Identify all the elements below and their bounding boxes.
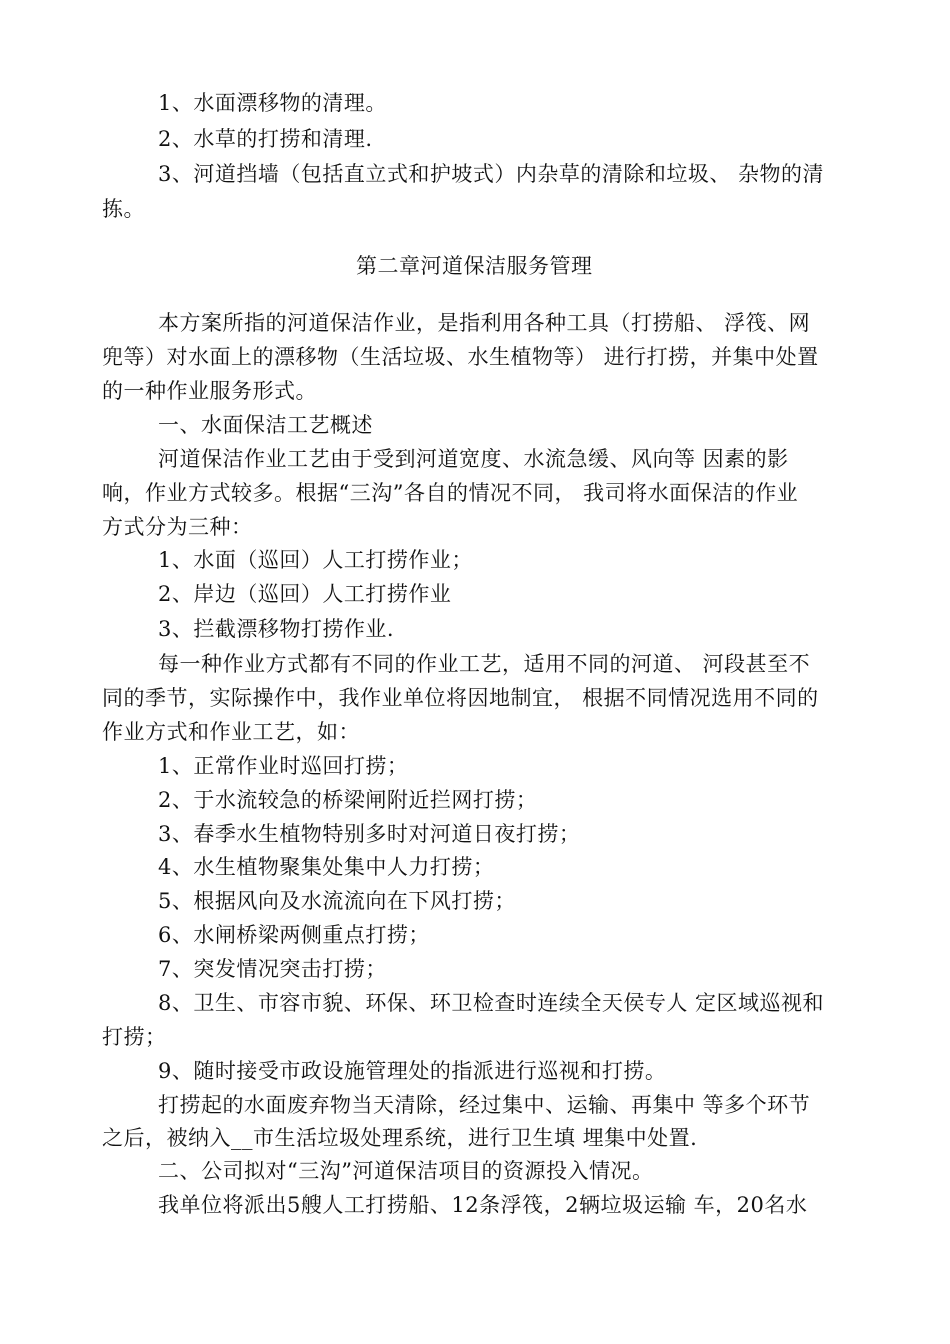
list-item: 3、河道挡墙（包括直立式和护坡式）内杂草的清除和垃圾、 杂物的清 xyxy=(158,162,825,186)
paragraph-line: 方式分为三种： xyxy=(102,515,253,539)
section-heading: 一、水面保洁工艺概述 xyxy=(158,413,373,437)
paragraph-line: 我单位将派出5艘人工打捞船、12条浮筏，2辆垃圾运输 车，20名水 xyxy=(158,1193,808,1217)
list-item: 5、根据风向及水流流向在下风打捞； xyxy=(158,889,516,913)
list-item: 3、春季水生植物特别多时对河道日夜打捞； xyxy=(158,822,581,846)
list-item: 1、水面漂移物的清理。 xyxy=(158,91,387,115)
paragraph-line: 河道保洁作业工艺由于受到河道宽度、水流急缓、风向等 因素的影 xyxy=(158,447,789,471)
list-item: 9、随时接受市政设施管理处的指派进行巡视和打捞。 xyxy=(158,1059,667,1083)
paragraph-line: 之后，被纳入__市生活垃圾处理系统，进行卫生填 埋集中处置. xyxy=(102,1126,698,1150)
paragraph-line: 本方案所指的河道保洁作业，是指利用各种工具（打捞船、 浮筏、网 xyxy=(158,311,811,335)
paragraph-line: 作业方式和作业工艺，如： xyxy=(102,720,360,744)
paragraph-line: 打捞起的水面废弃物当天清除，经过集中、运输、再集中 等多个环节 xyxy=(158,1093,811,1117)
section-heading: 二、公司拟对“三沟”河道保洁项目的资源投入情况。 xyxy=(158,1159,654,1183)
paragraph-line: 兜等）对水面上的漂移物（生活垃圾、水生植物等） 进行打捞，并集中处置 xyxy=(102,345,819,369)
list-item: 6、水闸桥梁两侧重点打捞； xyxy=(158,923,430,947)
list-item: 8、卫生、市容市貌、环保、环卫检查时连续全天侯专人 定区域巡视和 xyxy=(158,991,825,1015)
paragraph-line: 每一种作业方式都有不同的作业工艺，适用不同的河道、 河段甚至不 xyxy=(158,652,811,676)
list-item-continuation: 打捞； xyxy=(102,1025,167,1049)
list-item: 1、正常作业时巡回打捞； xyxy=(158,754,409,778)
list-item: 1、水面（巡回）人工打捞作业； xyxy=(158,548,473,572)
chapter-title: 第二章河道保洁服务管理 xyxy=(356,254,593,278)
list-item-continuation: 拣。 xyxy=(102,197,145,221)
list-item: 7、突发情况突击打捞； xyxy=(158,957,387,981)
paragraph-line: 响，作业方式较多。根据“三沟”各自的情况不同， 我司将水面保洁的作业 xyxy=(102,481,799,505)
list-item: 2、水草的打捞和清理. xyxy=(158,127,373,151)
list-item: 4、水生植物聚集处集中人力打捞； xyxy=(158,855,495,879)
paragraph-line: 同的季节，实际操作中，我作业单位将因地制宜， 根据不同情况选用不同的 xyxy=(102,686,819,710)
list-item: 2、岸边（巡回）人工打捞作业 xyxy=(158,582,452,606)
paragraph-line: 的一种作业服务形式。 xyxy=(102,379,317,403)
list-item: 2、于水流较急的桥梁闸附近拦网打捞； xyxy=(158,788,538,812)
list-item: 3、拦截漂移物打捞作业. xyxy=(158,617,395,641)
